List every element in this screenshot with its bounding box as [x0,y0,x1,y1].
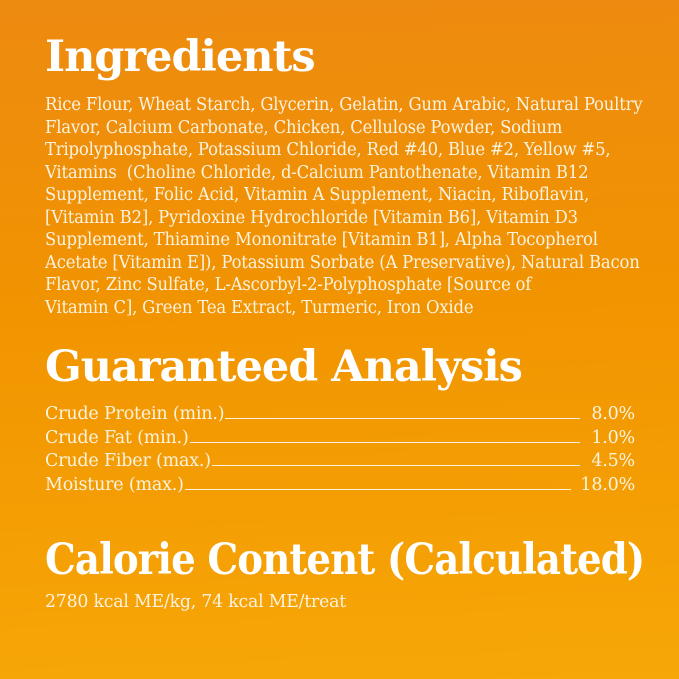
analysis-row-crude-fiber [45,451,635,475]
ingredients-line: [Vitamin B2], Pyridoxine Hydrochloride [Vitamin B6], Vitamin D3 [45,207,578,228]
analysis-row-moisture [45,475,635,499]
analysis-row-label: Crude Fiber (max.) [45,451,211,471]
ingredients-paragraph [45,94,643,319]
ingredients-line: Flavor, Calcium Carbonate, Chicken, Cellulose Powder, Sodium [45,117,563,138]
ingredients-line: Flavor, Zinc Sulfate, L-Ascorbyl-2-Polyphosphate [Source of [45,275,532,295]
leader-line [185,489,572,490]
calorie-content-heading: Calorie Content (Calculated) [45,535,645,585]
analysis-row-label: Crude Protein (min.) [45,404,225,424]
ingredients-line: Supplement, Thiamine Mononitrate [Vitamin B1], Alpha Tocopherol [45,230,598,250]
ingredients-line: Rice Flour, Wheat Starch, Glycerin, Gelatin, Gum Arabic, Natural Poultry [45,95,643,115]
guaranteed-analysis-heading: Guaranteed Analysis [45,342,522,392]
analysis-row-value: 4.5% [591,451,635,471]
analysis-row-label: Moisture (max.) [45,474,184,495]
analysis-row-value: 1.0% [591,427,635,448]
leader-line [190,442,580,443]
leader-line [225,418,580,419]
ingredients-line: Vitamins (Choline Chloride, d-Calcium Pantothenate, Vitamin B12 [45,162,589,183]
analysis-row-value: 8.0% [591,404,635,424]
analysis-row-crude-protein [45,404,635,428]
calorie-content-values: 2780 kcal ME/kg, 74 kcal ME/treat [45,591,347,612]
ingredients-line: Vitamin C], Green Tea Extract, Turmeric, Iron Oxide [45,297,474,318]
analysis-row-label: Crude Fat (min.) [45,427,189,448]
ingredients-line: Acetate [Vitamin E]), Potassium Sorbate (A Preservative), Natural Bacon [45,252,640,273]
ingredients-heading: Ingredients [45,32,315,82]
ingredients-line: Supplement, Folic Acid, Vitamin A Supplement, Niacin, Riboflavin, [45,185,590,205]
guaranteed-analysis-table [45,404,635,498]
leader-line [212,465,580,466]
analysis-row-crude-fat [45,428,635,452]
ingredients-line: Tripolyphosphate, Potassium Chloride, Red #40, Blue #2, Yellow #5, [45,140,611,160]
analysis-row-value: 18.0% [580,474,635,495]
